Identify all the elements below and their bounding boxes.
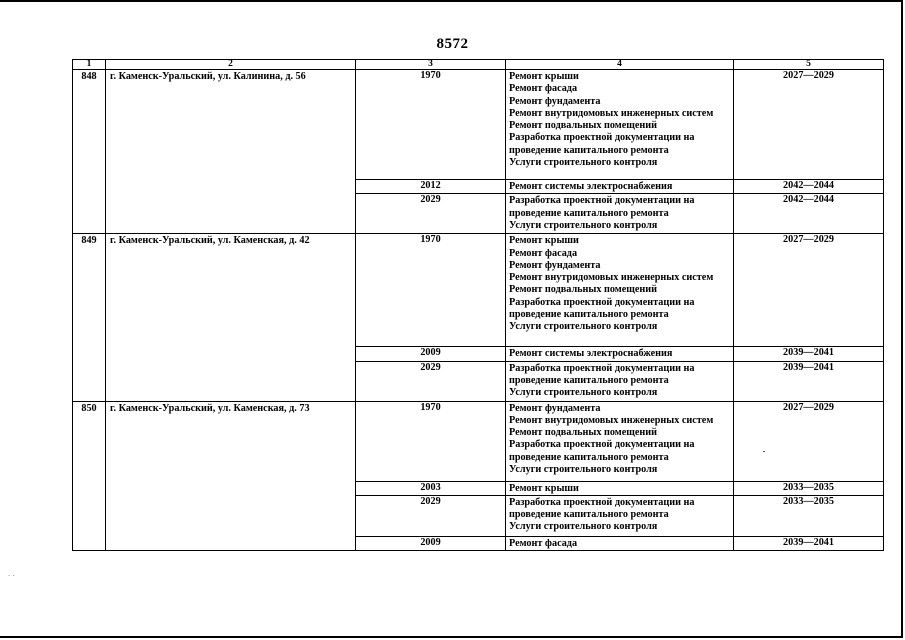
entry-number: 850 [73,401,106,551]
column-header-5: 5 [734,60,884,70]
work-item: проведение капитального ремонта [509,309,669,321]
work-item: Разработка проектной документации на [509,195,695,207]
work-item: Ремонт внутридомовых инженерных систем [509,272,714,284]
work-item: Ремонт фасада [509,537,578,549]
work-item: Ремонт фундамента [509,95,601,107]
year-cell: 1970 [356,401,506,481]
year-cell: 2003 [356,481,506,495]
page-number: 8572 [436,36,469,52]
work-item: Услуги строительного контроля [509,219,658,231]
period-cell: 2027—2029 [734,70,884,180]
column-header-3: 3 [356,60,506,70]
period-cell: 2027—2029 [734,234,884,347]
work-item: Разработка проектной документации на [509,496,695,508]
work-item: Услуги строительного контроля [509,521,658,533]
works-cell [506,481,734,495]
year-cell: 2029 [356,361,506,401]
work-item: Разработка проектной документации на [509,132,695,144]
works-cell [506,536,734,550]
work-item: проведение капитального ремонта [509,374,669,386]
period-cell: 2039—2041 [734,361,884,401]
work-item: Ремонт фасада [509,247,578,259]
period-cell: 2039—2041 [734,347,884,361]
year-cell: 2009 [356,536,506,550]
table-row [73,70,884,180]
work-item: проведение капитального ремонта [509,509,669,521]
work-item: Ремонт системы электроснабжения [509,348,673,360]
column-header-2: 2 [106,60,356,70]
work-item: Ремонт внутридомовых инженерных систем [509,107,714,119]
entry-number: 849 [73,234,106,401]
period-cell: 2042—2044 [734,194,884,234]
year-cell: 1970 [356,234,506,347]
works-cell [506,347,734,361]
works-cell [506,361,734,401]
column-header-1: 1 [73,60,106,70]
work-item: Разработка проектной документации на [509,362,695,374]
work-item: Услуги строительного контроля [509,321,658,333]
work-item: Ремонт фундамента [509,402,601,414]
margin-mark: · · [8,572,15,580]
work-item: Ремонт крыши [509,71,579,82]
work-item: Ремонт фундамента [509,259,601,271]
work-item: Ремонт подвальных помещений [509,120,657,132]
work-item: Ремонт крыши [509,482,579,494]
year-cell: 1970 [356,70,506,180]
work-item: Разработка проектной документации на [509,296,695,308]
entry-address: г. Каменск-Уральский, ул. Каменская, д. 42 [106,234,356,401]
works-cell [506,401,734,481]
period-cell: 2039—2041 [734,536,884,550]
work-item: Ремонт подвальных помещений [509,427,657,439]
header-row [73,60,884,70]
column-header-4: 4 [506,60,734,70]
work-item: Услуги строительного контроля [509,157,658,169]
year-cell: 2012 [356,180,506,194]
work-item: проведение капитального ремонта [509,207,669,219]
works-cell [506,194,734,234]
work-item: Услуги строительного контроля [509,464,658,476]
capital-repair-table [72,59,884,551]
work-item: проведение капитального ремонта [509,451,669,463]
entry-address: г. Каменск-Уральский, ул. Калинина, д. 56 [106,70,356,234]
year-cell: 2029 [356,495,506,536]
work-item: Ремонт фасада [509,83,578,95]
work-item: Разработка проектной документации на [509,439,695,451]
year-cell: 2029 [356,194,506,234]
period-cell: 2042—2044 [734,180,884,194]
work-item: Ремонт подвальных помещений [509,284,657,296]
work-item: Ремонт крыши [509,235,579,247]
works-cell [506,70,734,180]
works-cell [506,495,734,536]
period-cell: 2027—2029 [734,401,884,481]
work-item: Ремонт внутридомовых инженерных систем [509,414,714,426]
work-item: проведение капитального ремонта [509,144,669,156]
works-cell [506,234,734,347]
entry-address: г. Каменск-Уральский, ул. Каменская, д. 73 [106,401,356,551]
entry-number: 848 [73,70,106,234]
period-cell: 2033—2035 [734,481,884,495]
year-cell: 2009 [356,347,506,361]
table-row [73,234,884,347]
period-cell: 2033—2035 [734,495,884,536]
works-cell [506,180,734,194]
work-item: Ремонт системы электроснабжения [509,181,673,192]
table-row [73,401,884,481]
work-item: Услуги строительного контроля [509,387,658,399]
